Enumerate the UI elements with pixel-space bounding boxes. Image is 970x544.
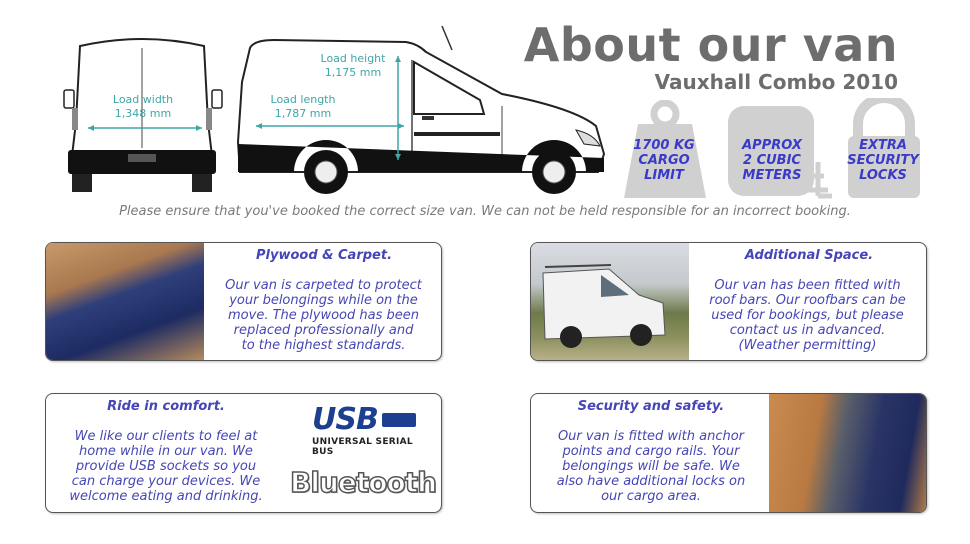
bluetooth-logo-text: Bluetooth bbox=[290, 465, 437, 499]
card-plywood-text bbox=[206, 278, 441, 353]
card-text-line: Our van is carpeted to protect bbox=[225, 278, 422, 293]
card-text-line: can charge your devices. We bbox=[71, 474, 261, 489]
spec-locks-text bbox=[838, 138, 928, 183]
spec-locks-line: LOCKS bbox=[859, 168, 907, 183]
spec-volume-text bbox=[726, 138, 818, 183]
spec-volume-line: METERS bbox=[742, 168, 802, 183]
usb-logo bbox=[312, 402, 422, 457]
card-text-line: our cargo area. bbox=[601, 489, 701, 504]
card-text-line: points and cargo rails. Your bbox=[562, 444, 740, 459]
card-text-line: to the highest standards. bbox=[241, 338, 406, 353]
card-text-line: belongings will be safe. We bbox=[562, 459, 740, 474]
load-length-title: Load length bbox=[270, 93, 336, 106]
spec-volume-line: APPROX bbox=[742, 138, 802, 153]
card-plywood bbox=[45, 242, 442, 361]
bluetooth-logo bbox=[286, 460, 436, 504]
van-roofbars-photo bbox=[531, 243, 689, 360]
load-width-title: Load width bbox=[112, 93, 174, 106]
card-comfort bbox=[45, 393, 442, 513]
card-text-line: We like our clients to feel at bbox=[74, 429, 258, 444]
spec-weight-line: CARGO bbox=[638, 153, 690, 168]
card-text-line: also have additional locks on bbox=[556, 474, 746, 489]
spec-locks-line: SECURITY bbox=[847, 153, 919, 168]
spec-locks-line: EXTRA bbox=[859, 138, 907, 153]
card-text-line: roof bars. Our roofbars can be bbox=[709, 293, 906, 308]
card-text-line: contact us in advanced. bbox=[729, 323, 886, 338]
load-width-value: 1,348 mm bbox=[114, 107, 172, 120]
card-text-line: your belongings while on the bbox=[229, 293, 418, 308]
spec-volume-line: 2 CUBIC bbox=[743, 153, 801, 168]
spec-weight-line: LIMIT bbox=[644, 168, 684, 183]
load-height-label bbox=[312, 52, 394, 80]
usb-logo-text: USB bbox=[312, 402, 378, 437]
spec-weight-text bbox=[620, 138, 708, 183]
card-space-title: Additional Space. bbox=[744, 248, 874, 263]
load-width-label bbox=[100, 93, 186, 121]
card-text-line: move. The plywood has been bbox=[228, 308, 419, 323]
card-security-title: Security and safety. bbox=[577, 399, 725, 414]
card-text-line: Our van has been fitted with bbox=[714, 278, 901, 293]
usb-plug-icon bbox=[382, 413, 416, 427]
card-security bbox=[530, 393, 927, 513]
card-text-line: provide USB sockets so you bbox=[75, 459, 257, 474]
carpet-photo bbox=[46, 243, 204, 360]
card-comfort-text bbox=[48, 429, 284, 504]
cargo-area-photo bbox=[769, 394, 926, 512]
card-space-text bbox=[689, 278, 926, 353]
load-height-title: Load height bbox=[320, 52, 386, 65]
card-text-line: Our van is fitted with anchor bbox=[557, 429, 745, 444]
card-comfort-title: Ride in comfort. bbox=[107, 399, 225, 414]
spec-weight-line: 1700 KG bbox=[633, 138, 695, 153]
booking-notice: Please ensure that you've booked the correct size van. We can not be held responsible for an incorrect booking. bbox=[119, 204, 851, 219]
page-title: About our van bbox=[523, 18, 898, 72]
load-length-value: 1,787 mm bbox=[274, 107, 332, 120]
van-shape bbox=[531, 243, 689, 360]
card-security-text bbox=[533, 429, 769, 504]
page-subtitle: Vauxhall Combo 2010 bbox=[654, 70, 898, 94]
load-length-label bbox=[262, 93, 344, 121]
card-text-line: replaced professionally and bbox=[233, 323, 414, 338]
card-text-line: welcome eating and drinking. bbox=[69, 489, 263, 504]
card-space bbox=[530, 242, 927, 361]
card-text-line: used for bookings, but please bbox=[711, 308, 904, 323]
card-plywood-title: Plywood & Carpet. bbox=[255, 248, 393, 263]
card-text-line: home while in our van. We bbox=[79, 444, 253, 459]
usb-caption: UNIVERSAL SERIAL BUS bbox=[312, 437, 413, 457]
load-height-value: 1,175 mm bbox=[324, 66, 382, 79]
card-text-line: (Weather permitting) bbox=[738, 338, 877, 353]
